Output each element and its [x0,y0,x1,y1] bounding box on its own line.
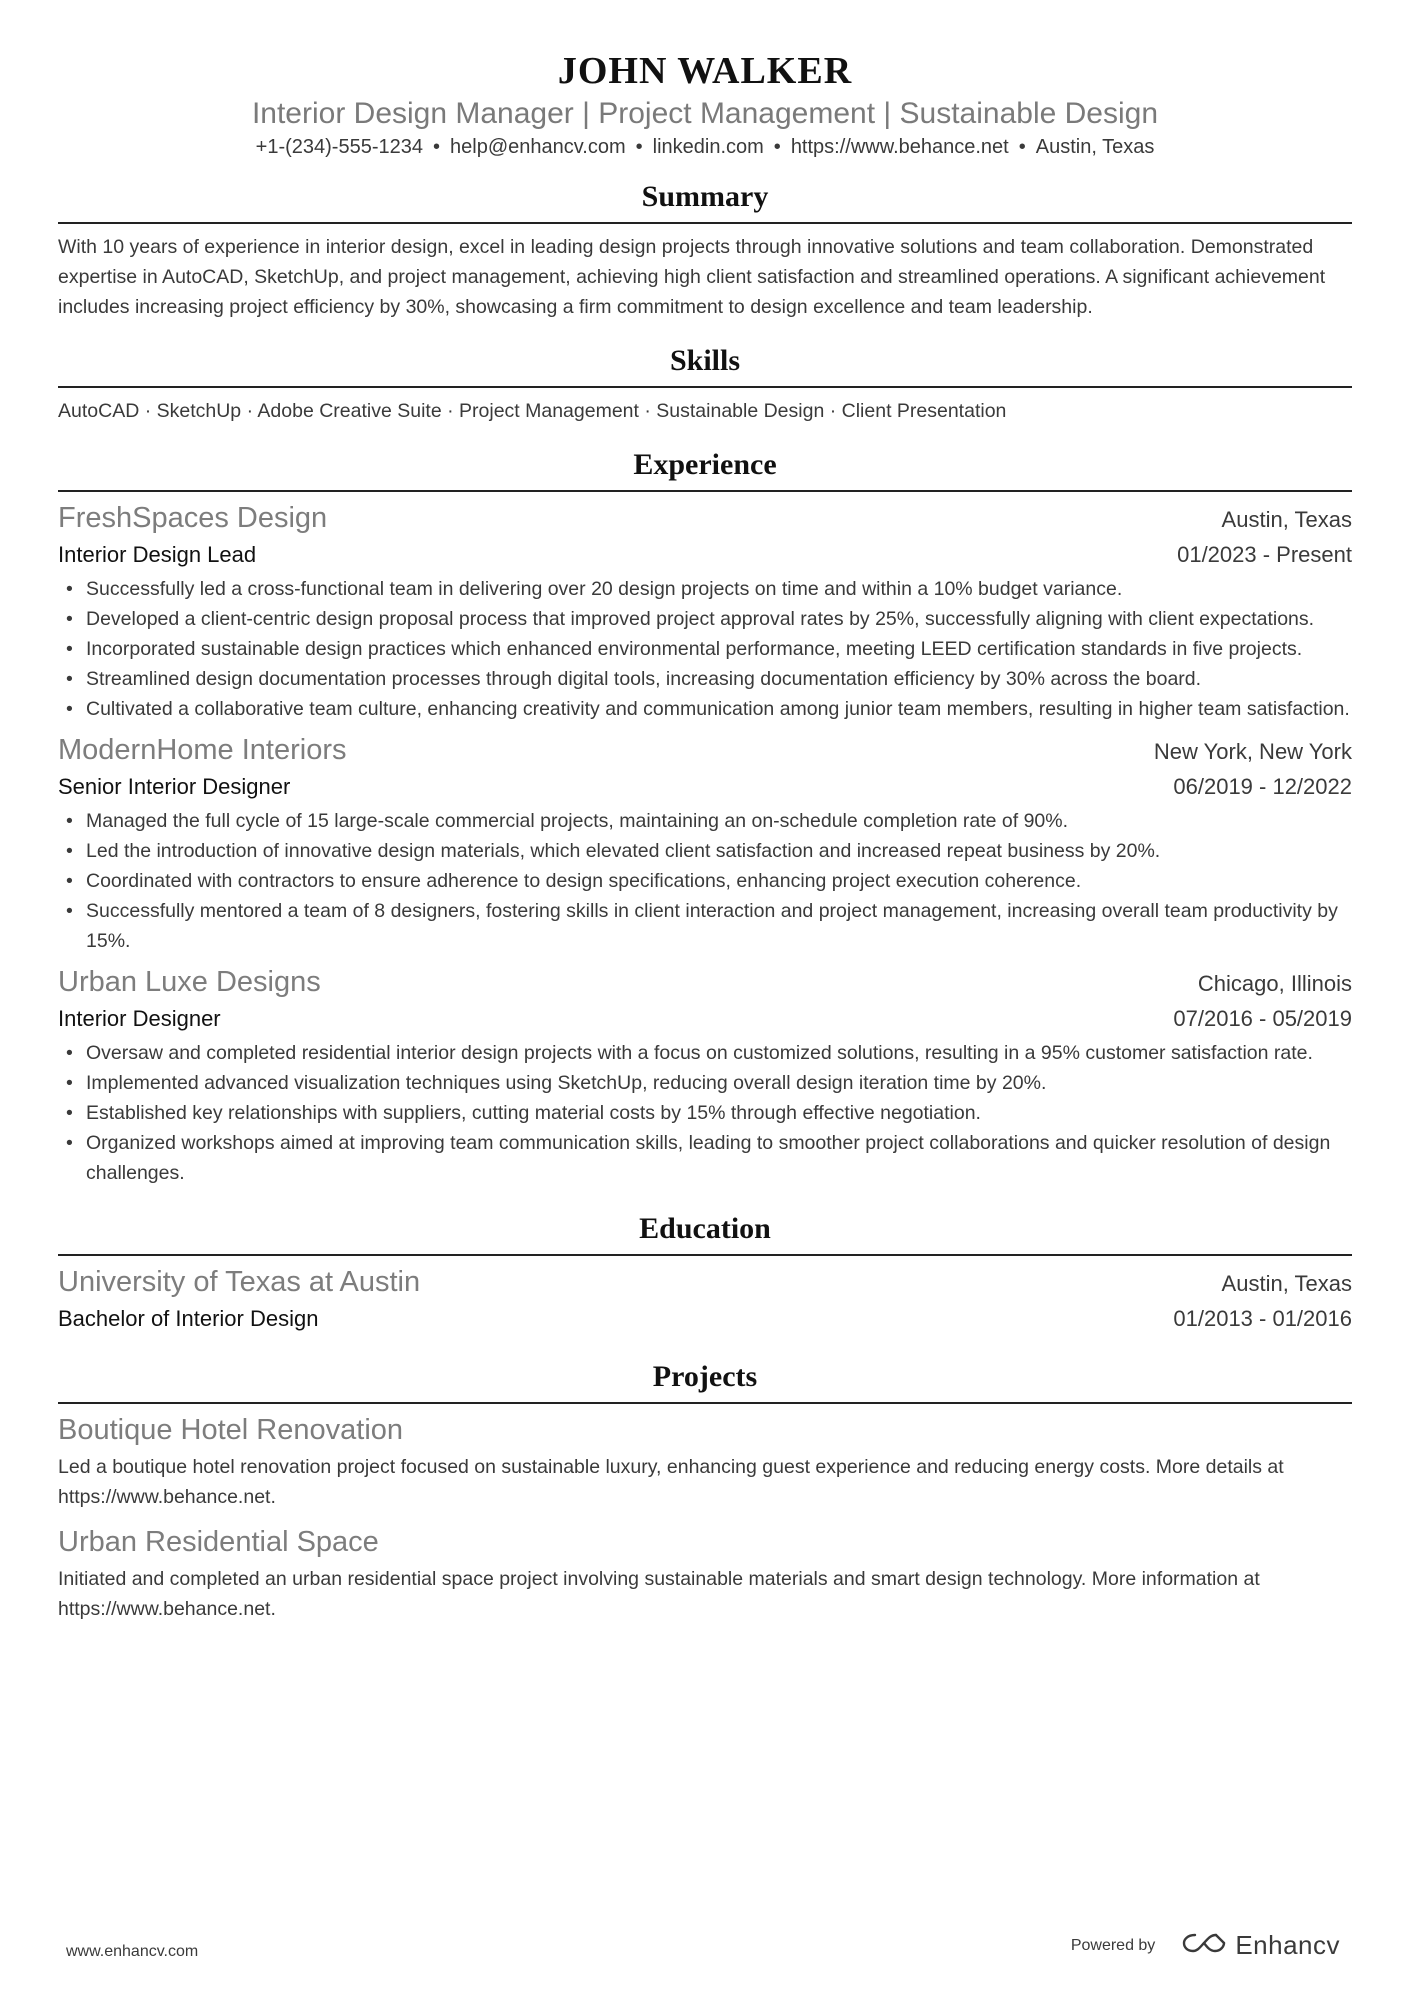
job-location: Chicago, Illinois [1197,971,1352,996]
job-company: Urban Luxe Designs [58,966,321,998]
contact-email[interactable]: help@enhancv.com [450,136,626,158]
job-entry [58,732,1352,956]
separator-dot: • [773,136,781,158]
candidate-name: JOHN WALKER [557,50,853,92]
job-bullet: • Implemented advanced visualization techniques using SketchUp, reducing overall design iteration time by 20%. [86,1068,1352,1098]
job-company: FreshSpaces Design [58,502,328,534]
job-role: Senior Interior Designer [58,774,291,799]
job-bullets [58,574,1352,724]
projects-section [58,1358,1352,1624]
education-school: University of Texas at Austin [58,1266,421,1298]
project-entry [58,1412,1352,1512]
separator-dot: • [433,136,441,158]
project-name: Urban Residential Space [58,1526,379,1558]
resume-page [58,48,1352,1624]
separator-dot: • [635,136,643,158]
job-location: New York, New York [1153,739,1352,764]
job-bullet: • Led the introduction of innovative design materials, which elevated client satisfaction and increased repeat business by 20%. [86,836,1352,866]
job-bullet: • Cultivated a collaborative team culture, enhancing creativity and communication among junior team members, resulting in higher team satisfaction. [86,694,1352,724]
contact-phone: +1-(234)-555-1234 [255,136,423,158]
job-dates: 07/2016 - 05/2019 [1173,1006,1352,1031]
job-bullet: • Successfully led a cross-functional team in delivering over 20 design projects on time and within a 10% budget variance. [86,574,1352,604]
job-dates: 01/2023 - Present [1177,542,1352,567]
job-bullet: • Oversaw and completed residential interior design projects with a focus on customized solutions, resulting in a 95% customer satisfaction rate. [86,1038,1352,1068]
job-bullet: • Successfully mentored a team of 8 designers, fostering skills in client interaction and project management, increasing overall team productivity by 15%. [86,896,1352,956]
education-section [58,1210,1352,1336]
job-location: Austin, Texas [1221,507,1352,532]
enhancv-logo-icon [1181,1931,1227,1960]
education-title: Education [58,1210,1352,1256]
contact-location: Austin, Texas [1035,136,1155,158]
job-role: Interior Designer [58,1006,221,1031]
job-entry [58,500,1352,724]
education-dates: 01/2013 - 01/2016 [1173,1306,1352,1331]
project-entry [58,1524,1352,1624]
skills-section [58,342,1352,426]
job-bullet: • Established key relationships with suppliers, cutting material costs by 15% through effective negotiation. [86,1098,1352,1128]
job-bullet: • Organized workshops aimed at improving team communication skills, leading to smoother project collaborations and quicker resolution of design challenges. [86,1128,1352,1188]
footer-branding [1071,1930,1340,1961]
job-bullet: • Streamlined design documentation processes through digital tools, increasing documentation efficiency by 30% across the board. [86,664,1352,694]
summary-title: Summary [58,178,1352,224]
contact-portfolio[interactable]: https://www.behance.net [790,136,1009,158]
brand-name: Enhancv [1235,1930,1340,1960]
job-company: ModernHome Interiors [58,734,347,766]
job-bullet: • Incorporated sustainable design practices which enhanced environmental performance, meeting LEED certification standards in five projects. [86,634,1352,664]
job-bullet: • Managed the full cycle of 15 large-scale commercial projects, maintaining an on-schedule completion rate of 90%. [86,806,1352,836]
skills-list: AutoCAD · SketchUp · Adobe Creative Suite · Project Management · Sustainable Design · Client Presentation [58,400,1007,422]
job-bullets [58,1038,1352,1188]
summary-section [58,178,1352,322]
footer-website[interactable]: www.enhancv.com [66,1943,199,1960]
job-entry [58,964,1352,1188]
education-location: Austin, Texas [1221,1271,1352,1296]
project-description: Led a boutique hotel renovation project focused on sustainable luxury, enhancing guest experience and reducing energy costs. More details at https://www.behance.net. [58,1456,1284,1508]
contact-linkedin[interactable]: linkedin.com [652,136,764,158]
experience-section [58,446,1352,1188]
job-bullet: • Coordinated with contractors to ensure adherence to design specifications, enhancing project execution coherence. [86,866,1352,896]
education-entry [58,1264,1352,1336]
education-degree: Bachelor of Interior Design [58,1306,319,1331]
experience-title: Experience [58,446,1352,492]
project-description: Initiated and completed an urban residential space project involving sustainable materials and smart design technology. More information at https://www.behance.net. [58,1568,1260,1620]
powered-by-label: Powered by [1070,1936,1156,1954]
candidate-headline: Interior Design Manager | Project Management | Sustainable Design [251,97,1159,130]
project-name: Boutique Hotel Renovation [58,1414,404,1446]
job-dates: 06/2019 - 12/2022 [1173,774,1352,799]
contact-line [58,134,1352,160]
skills-title: Skills [58,342,1352,388]
projects-title: Projects [58,1358,1352,1404]
separator-dot: • [1018,136,1026,158]
job-bullets [58,806,1352,956]
resume-header [58,48,1352,160]
job-bullet: • Developed a client-centric design proposal process that improved project approval rates by 25%, successfully aligning with client expectations. [86,604,1352,634]
job-role: Interior Design Lead [58,542,257,567]
summary-text: With 10 years of experience in interior design, excel in leading design projects through innovative solutions and team collaboration. Demonstrated expertise in AutoCAD, SketchUp, and project management, achieving high client satisfaction and streamlined operations. A significant achievement includes increasing project efficiency by 30%, showcasing a firm commitment to design excellence and team leadership. [58,236,1326,318]
